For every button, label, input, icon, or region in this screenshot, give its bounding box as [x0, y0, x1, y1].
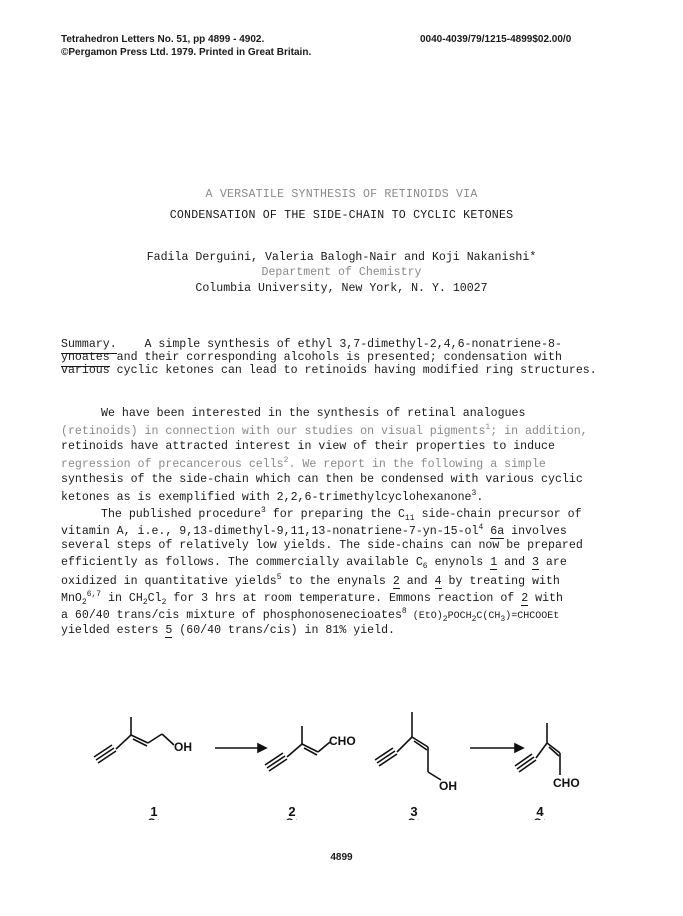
hydroxyl-label-3: OH [439, 779, 457, 793]
text: POCH [447, 611, 472, 622]
text: by treating with [441, 575, 560, 588]
author-names: Fadila Derguini, Valeria Balogh-Nair and Koji Nakanishi* [146, 251, 537, 264]
sub: 3 [500, 615, 506, 624]
text: and [497, 556, 532, 569]
text: with [528, 592, 563, 605]
ref: 8 [401, 607, 407, 616]
compound-ref: 2 [392, 575, 400, 588]
compound-ref: 4 [434, 575, 442, 588]
wavy-underline-3 [409, 819, 419, 820]
body-line-8 [61, 523, 567, 538]
ref: 2 [283, 456, 289, 465]
body-line-10 [61, 556, 567, 571]
ref: 5 [276, 573, 282, 582]
summary-line-3: various cyclic ketones can lead to retinoids having modified ring structures. [61, 364, 597, 377]
text: side-chain precursor of [414, 508, 582, 521]
text: (retinoids) in connection with our studies on visual pigments [61, 425, 486, 438]
wavy-underline-1 [149, 819, 159, 820]
text: are [538, 556, 567, 569]
ref: 3 [471, 489, 477, 498]
body-line-6 [61, 489, 483, 504]
text: yielded esters [61, 624, 166, 637]
text: ketones as is exemplified with 2,2,6-trimethylcyclohexanone [61, 491, 472, 504]
compound-label-1: 1 [150, 804, 158, 819]
copyright-line: ©Pergamon Press Ltd. 1979. Printed in Great Britain. [61, 47, 312, 58]
sub: 11 [405, 514, 415, 523]
compound-label-3: 3 [410, 804, 418, 819]
compound-ref: 6a [490, 525, 505, 538]
text: vitamin A, i.e., 9,13-dimethyl-9,11,13-nonatriene-7-yn-15-ol [61, 525, 479, 538]
ref: 4 [478, 523, 484, 532]
reaction-arrow-1 [215, 744, 266, 752]
department: Department of Chemistry [261, 266, 422, 279]
text: in CH [101, 592, 143, 605]
summary-label: Summary. [61, 338, 117, 351]
body-line-3: retinoids have attracted interest in view of their properties to induce [61, 440, 555, 453]
aldehyde-label-2: CHO [329, 734, 356, 748]
compound-ref: 5 [165, 624, 173, 637]
text: (60/40 trans/cis) in 81% yield. [172, 624, 395, 637]
aldehyde-label-4: CHO [553, 776, 580, 790]
text: and [399, 575, 435, 588]
text: enynols [427, 556, 491, 569]
body-line-1: We have been interested in the synthesis of retinal analogues [101, 407, 526, 420]
text: for 3 hrs at room temperature. Emmons reaction of [166, 592, 522, 605]
text: a 60/40 trans/cis mixture of phosphonosenecioates [61, 609, 402, 622]
summary-text-1: A simple synthesis of ethyl 3,7-dimethyl-2,4,6-nonatriene-8- [144, 338, 562, 351]
ref: 1 [485, 423, 491, 432]
summary-text-2: and their corresponding alcohols is presented; condensation with [116, 351, 562, 364]
summary-line-1 [61, 338, 562, 351]
university-address: Columbia University, New York, N. Y. 10027 [195, 282, 488, 295]
wavy-underline-2 [287, 819, 297, 820]
text: Cl [147, 592, 162, 605]
body-line-12 [61, 590, 563, 607]
compound-ref: 2 [521, 592, 529, 605]
hydroxyl-label-1: OH [174, 740, 192, 754]
body-line-14 [61, 624, 395, 637]
body-line-9: several steps of relatively low yields. The side-chains can now be prepared [61, 539, 583, 552]
text: C(CH [476, 611, 501, 622]
text: to the enynals [281, 575, 393, 588]
ref: 6,7 [86, 590, 102, 599]
ref: 3 [261, 506, 266, 515]
compound-ref: 1 [490, 556, 498, 569]
journal-citation: Tetrahedron Letters No. 51, pp 4899 - 4902. [61, 34, 265, 45]
text: efficiently as follows. The commercially available C [61, 556, 423, 569]
wavy-underline-4 [535, 819, 545, 820]
body-line-2 [61, 423, 588, 438]
text: ; in addition, [490, 425, 588, 438]
sub: 6 [422, 562, 428, 571]
summary-underlined-word: ynoates [61, 351, 110, 364]
body-line-5: synthesis of the side-chain which can then be condensed with various cyclic [61, 473, 583, 486]
compound-2-structure [265, 726, 330, 771]
text: (EtO) [406, 611, 443, 622]
compound-3-structure [375, 712, 441, 780]
sub: 2 [471, 615, 477, 624]
body-line-13 [61, 607, 559, 624]
text: . We report in the following a simple [288, 458, 546, 471]
sub: 2 [161, 598, 167, 607]
text: The published procedure [101, 508, 262, 521]
body-line-7 [101, 506, 582, 523]
sub: 2 [81, 598, 87, 607]
reaction-scheme [0, 690, 683, 820]
text: for preparing the C [265, 508, 405, 521]
body-line-11 [61, 573, 560, 588]
sub: 2 [142, 598, 148, 607]
article-code: 0040-4039/79/1215-4899$02.00/0 [420, 34, 572, 45]
formula [407, 611, 560, 622]
text: oxidized in quantitative yields [61, 575, 277, 588]
title-line-2: CONDENSATION OF THE SIDE-CHAIN TO CYCLIC KETONES [169, 209, 514, 222]
body-line-4 [61, 456, 546, 471]
compound-label-2: 2 [288, 804, 296, 819]
text: regression of precancerous cells [61, 458, 284, 471]
text: involves [504, 525, 567, 538]
reaction-arrow-2 [470, 744, 523, 752]
compound-1-structure [94, 717, 174, 763]
compound-ref: 3 [532, 556, 539, 569]
text: . [476, 491, 484, 504]
sub: 2 [442, 615, 448, 624]
text: )=CHCOOEt [505, 611, 560, 622]
text: MnO [61, 592, 82, 605]
summary-line-2 [61, 351, 562, 364]
title-line-1: A VERSATILE SYNTHESIS OF RETINOIDS VIA [205, 188, 478, 201]
page-number: 4899 [330, 852, 353, 863]
compound-label-4: 4 [536, 804, 544, 819]
